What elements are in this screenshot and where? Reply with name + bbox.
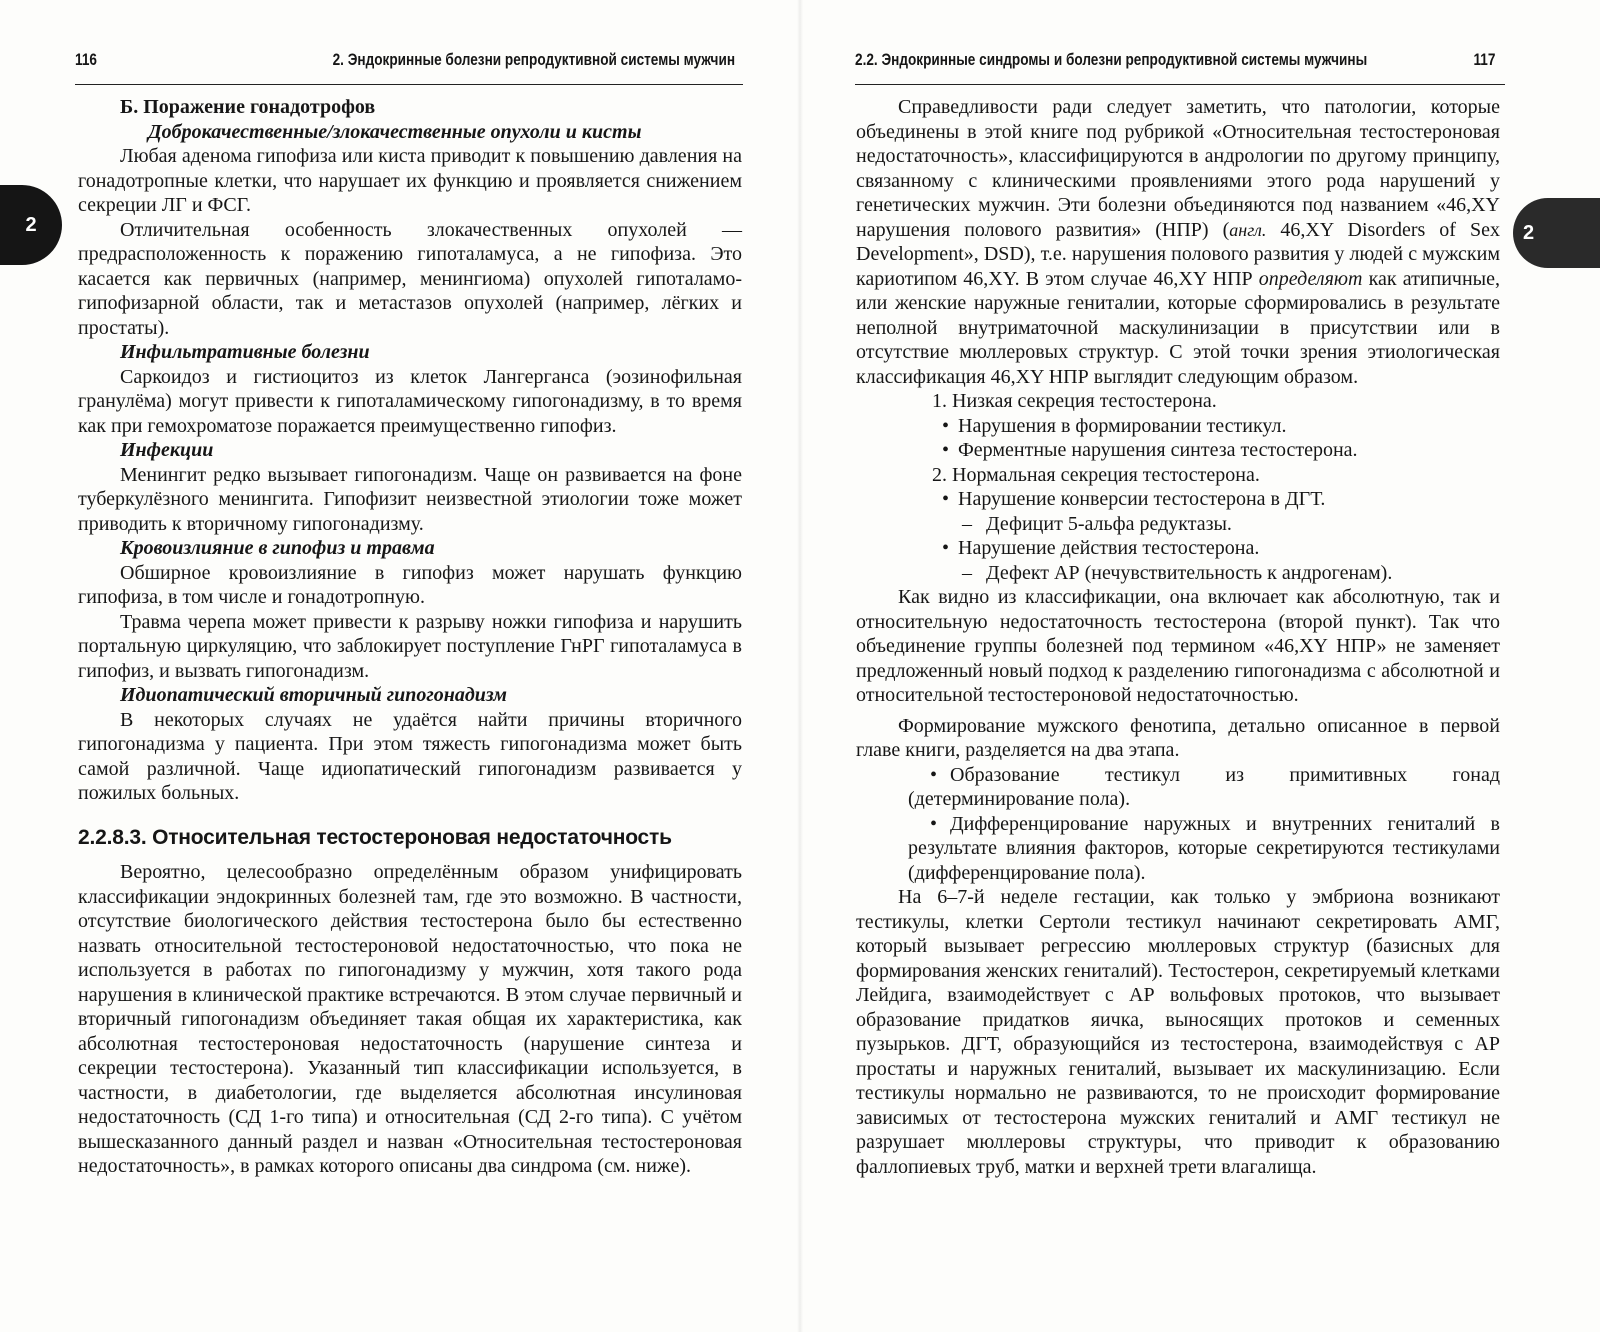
topic-heading: Доброкачественные/злокачественные опухоли и кисты [148,120,642,143]
page-number: 117 [1473,50,1495,69]
list-item: • Нарушение действия тестостерона. [856,536,1500,561]
paragraph: Как видно из классификации, она включает как абсолютную, так и относительную недостаточность тестостерона (второй пункт). Так что объединение группы болезней под термином «46,XY НПР» не заменяет предложенный новый подход к разделению гипогонадизма с абсолютной и относительной тестостероновой недостаточностью. [856,586,1500,706]
running-title: 2. Эндокринные болезни репродуктивной системы мужчин [332,50,735,69]
paragraph: Любая аденома гипофиза или киста приводит к повышению давления на гонадотропные клетки, что нарушает их функцию и проявляется снижением секреции ЛГ и ФСГ. [78,145,742,216]
paragraph: Формирование мужского фенотипа, детально описанное в первой главе книги, разделяется на два этапа. [856,714,1500,761]
list-item: 1. Низкая секреция тестостерона. [932,390,1217,412]
paragraph: Саркоидоз и гистиоцитоз из клеток Лангерганса (эозинофильная гранулёма) могут привести к гипоталамическому гипогонадизму, в то время как при гемохроматозе поражается преимущественно гипофиз. [78,365,742,437]
page-number: 116 [75,50,97,69]
header-rule [75,84,743,85]
bullet-item: • Дифференцирование наружных и внутренних гениталий в результате влияния факторов, которые секретируются тестикулами (дифференцирование пола). [856,812,1500,886]
chapter-tab [0,185,62,265]
paragraph-text: Справедливости ради следует заметить, что патологии, которые объединены в этой книге под рубрикой «Относительная тестостероновая недостаточность», классифицируются в андрологии по другому принципу, связанному с клиническими проявлениями этого рода нарушений у генетических мужчин. Эти болезни объединяются под названием «46,XY нарушения полового развития» (НПР) ( [856,96,1500,241]
list-item: • Нарушение конверсии тестостерона в ДГТ. [856,487,1500,512]
topic-heading: Кровоизлияние в гипофиз и травма [120,537,435,559]
paragraph: На 6–7-й неделе гестации, как только у эмбриона возникают тестикулы, клетки Сертоли тестикул начинают секретировать АМГ, который вызывает регрессию мюллеровых структур (базисных для формирования женских гениталий). Тестостерон, секретируемый клетками Лейдига, взаимодействует с АР вольфовых протоков, что вызывает образование придатков яичка, выносящих протоков и семенных пузырьков. ДГТ, образующийся из тестостерона, взаимодействуя с АР простаты и наружных гениталий, вызывает их маскулинизацию. Если тестикулы нормально не развиваются, то не происходит формирование зависимых от тестостерона мужских гениталий и АМГ тестикул не разрушает мюллеровы структуры, что приводит к образованию фаллопиевых труб, матки и верхней трети влагалища. [856,886,1500,1178]
right-page [800,0,1600,1332]
chapter-tab-label: 2 [1523,221,1535,244]
list-item: • Ферментные нарушения синтеза тестостерона. [856,438,1500,463]
bullet-item: • Образование тестикул из примитивных гонад (детерминирование пола). [856,763,1500,812]
paragraph: Вероятно, целесообразно определённым образом унифицировать классификации эндокринных болезней там, где это возможно. В частности, отсутствие биологического действия тестостерона было бы естественно назвать относительной тестостероновой недостаточностью, что пока не используется в работах по гипогонадизму у мужчин, хотя такого рода нарушения в клинической практике встречаются. В этом случае первичный и вторичный гипогонадизм объединяет такая общая их характеристика, как абсолютная тестостероновая недостаточность (нарушение синтеза и секреции тестостерона). Указанный тип классификации используется, в частности, в диабетологии, где выделяется абсолютная инсулиновая недостаточность (СД 1-го типа) и относительная (СД 2-го типа). С учётом вышесказанного данный раздел и назван «Относительная тестостероновая недостаточность», в рамках которого описаны два синдрома (см. ниже). [78,861,742,1177]
paragraph: Менингит редко вызывает гипогонадизм. Чаще он развивается на фоне туберкулёзного менингита. Гипофизит неизвестной этиологии тоже может приводить к вторичному гипогонадизму. [78,463,742,535]
section-title: 2.2.8.3. Относительная тестостероновая недостаточность [78,825,672,849]
paragraph: В некоторых случаях не удаётся найти причины вторичного гипогонадизма у пациента. При этом тяжесть гипогонадизма может быть самой различной. Чаще идиопатический гипогонадизм развивается у пожилых больных. [78,708,742,804]
topic-heading: Идиопатический вторичный гипогонадизм [120,684,507,706]
paragraph-text: 46,XY Disorders of Sex Development», DSD), т.е. нарушения полового развития у людей с мужским кариотипом 46,XY. В этом случае 46,XY НПР [856,218,1500,290]
list-item: – Дефект АР (нечувствительность к андрогенам). [856,561,1500,586]
topic-heading: Инфекции [120,439,214,461]
paragraph-text: как атипичные, или женские наружные гениталии, которые сформировались в результате неполной внутриматочной маскулинизации в присутствии или в отсутствие мюллеровых структур. С этой точки зрения этиологическая классификация 46,XY НПР выглядит следующим образом. [856,267,1500,388]
running-title: 2.2. Эндокринные синдромы и болезни репродуктивной системы мужчины [855,50,1368,69]
paragraph: Отличительная особенность злокачественных опухолей — предрасположенность к поражению гипоталамуса, а не гипофиза. Это касается как первичных (например, менингиома) опухолей гипоталамо-гипофизарной области, так и метастазов опухолей (например, лёгких и простаты). [78,218,742,339]
paragraph [856,95,1500,389]
chapter-tab [1513,198,1600,268]
chapter-tab-label: 2 [25,213,37,236]
list-item: • Нарушения в формировании тестикул. [856,414,1500,439]
paragraph: Обширное кровоизлияние в гипофиз может нарушать функцию гипофиза, в том числе и гонадотропную. [78,561,742,608]
list-item: – Дефицит 5-альфа редуктазы. [856,512,1500,537]
topic-heading: Инфильтративные болезни [120,341,370,363]
left-body [78,95,742,1179]
right-body [856,95,1500,1179]
paragraph: Травма черепа может привести к разрыву ножки гипофиза и нарушить портальную циркуляцию, что заблокирует поступление ГнРГ гипоталамуса в гипофиз, и вызвать гипогонадизм. [78,610,742,682]
list-item: 2. Нормальная секреция тестостерона. [932,463,1260,486]
header-rule [855,84,1505,85]
emphasis-text: определяют [1258,267,1363,290]
subsection-heading: Б. Поражение гонадотрофов [120,96,376,118]
abbreviation-engl: англ. [1229,219,1267,240]
